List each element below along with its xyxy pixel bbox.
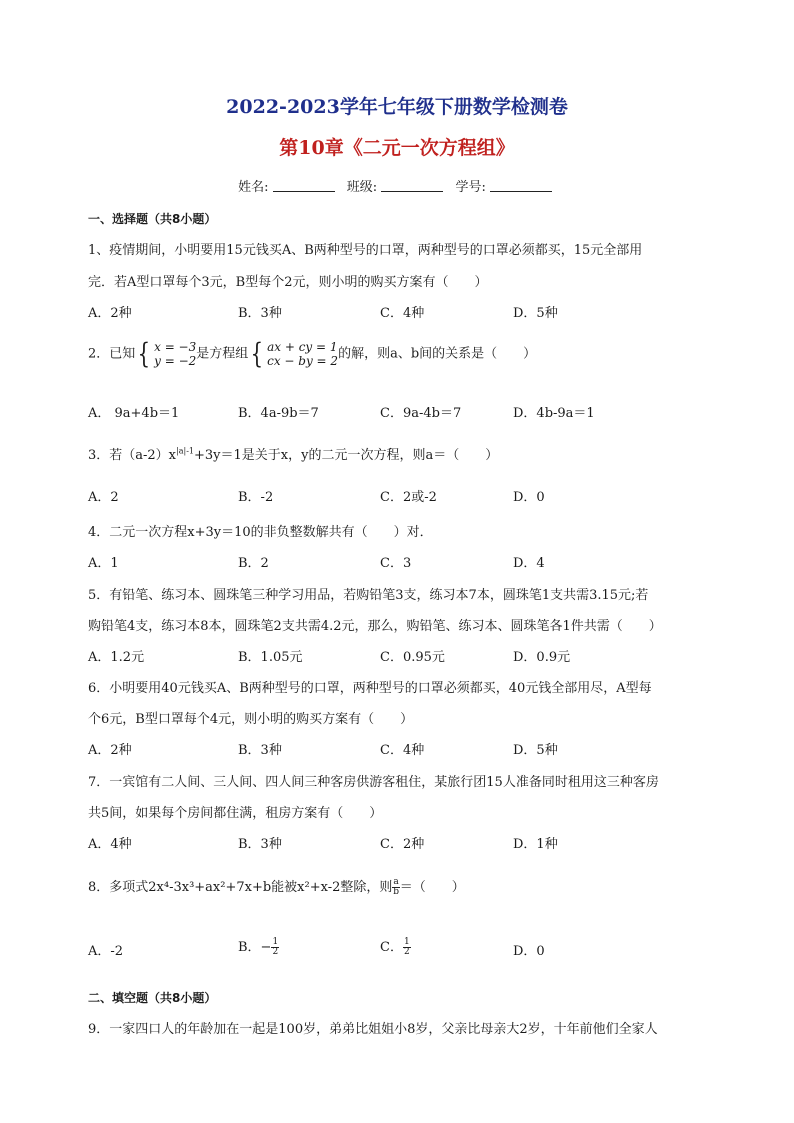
q8-option-b-prefix: B．−	[238, 940, 272, 955]
q8-option-d[interactable]: D．0	[513, 944, 545, 959]
q6-option-d[interactable]: D．5种	[513, 743, 558, 758]
q7-line2: 共5间，如果每个房间都住满，租房方案有（ ）	[88, 806, 383, 821]
q4-option-c[interactable]: C．3	[380, 556, 412, 571]
q1-option-c[interactable]: C．4种	[380, 306, 425, 321]
q2-prefix: 2．已知	[88, 346, 136, 362]
q8-frac-den: b	[393, 887, 399, 897]
q8-option-b[interactable]	[238, 936, 279, 957]
q2-option-d[interactable]: D．4b-9a＝1	[513, 406, 595, 421]
q7-option-b[interactable]: B．3种	[238, 837, 282, 852]
name-blank[interactable]	[273, 179, 335, 192]
q3-option-b[interactable]: B．-2	[238, 490, 274, 505]
q3-text-b: +3y＝1是关于x，y的二元一次方程，则a＝（ ）	[193, 448, 499, 463]
q8-option-c-fraction	[403, 938, 411, 957]
q6-option-b[interactable]: B．3种	[238, 743, 282, 758]
q2-system-row2: cx − by = 2	[267, 354, 339, 368]
student-info-row	[0, 176, 794, 195]
q8-line	[88, 876, 714, 897]
q6-option-a[interactable]: A．2种	[88, 743, 132, 758]
section-choice-title: 一、选择题（共8小题）	[88, 212, 217, 226]
q2-equation-system: { ax + cy = 1 cx − by = 2	[250, 337, 339, 370]
q4-option-b[interactable]: B．2	[238, 556, 269, 571]
q8-option-b-fraction	[271, 938, 279, 957]
q1-option-d[interactable]: D．5种	[513, 306, 558, 321]
q2-option-c[interactable]: C．9a-4b＝7	[380, 406, 462, 421]
q1-option-b[interactable]: B．3种	[238, 306, 282, 321]
q4-option-d[interactable]: D．4	[513, 556, 545, 571]
chapter-title: 第10章《二元一次方程组》	[279, 137, 515, 159]
q2-suffix: 的解，则a、b间的关系是（ ）	[338, 346, 537, 362]
q7-line1: 7．一宾馆有二人间、三人间、四人间三种客房供游客租住，某旅行团15人准备同时租用这三种客房	[88, 775, 659, 790]
q8-option-c-num: 1	[403, 937, 410, 947]
q8-frac-num: a	[393, 877, 399, 887]
q3-exponent: |a|-1	[176, 446, 194, 456]
exam-title: 2022-2023学年七年级下册数学检测卷	[226, 96, 568, 118]
q2-solution-row2: y = −2	[154, 354, 197, 368]
q9-line1: 9．一家四口人的年龄加在一起是100岁，弟弟比姐姐小8岁，父亲比母亲大2岁，十年前他们全家人	[88, 1022, 658, 1037]
section-fill-title: 二、填空题（共8小题）	[88, 991, 217, 1005]
name-label: 姓名:	[238, 180, 269, 195]
q8-text-b: ＝（ ）	[399, 880, 465, 895]
q5-option-c[interactable]: C．0.95元	[380, 650, 445, 665]
q3-text-a: 3．若（a-2）x	[88, 448, 177, 463]
q1-line2: 完．若A型口罩每个3元，B型每个2元，则小明的购买方案有（ ）	[88, 275, 488, 290]
q2-solution-system: { x = −3 y = −2	[137, 337, 197, 370]
q2-system-row1: ax + cy = 1	[267, 340, 338, 354]
q3-option-c[interactable]: C．2或-2	[380, 490, 437, 505]
q2-mid: 是方程组	[196, 346, 249, 362]
q3-option-d[interactable]: D．0	[513, 490, 545, 505]
q5-option-d[interactable]: D．0.9元	[513, 650, 571, 665]
q8-fraction	[392, 878, 399, 897]
q6-line2: 个6元，B型口罩每个4元，则小明的购买方案有（ ）	[88, 712, 414, 727]
q7-option-a[interactable]: A．4种	[88, 837, 132, 852]
q2-option-b[interactable]: B．4a-9b＝7	[238, 406, 319, 421]
q2-option-a[interactable]: A． 9a+4b＝1	[88, 406, 180, 421]
q6-option-c[interactable]: C．4种	[380, 743, 425, 758]
id-blank[interactable]	[490, 179, 552, 192]
q5-line2: 购铅笔4支，练习本8本，圆珠笔2支共需4.2元，那么，购铅笔、练习本、圆珠笔各1件共需（ ）	[88, 619, 662, 634]
q8-option-c-den: 2	[403, 947, 410, 957]
class-label: 班级:	[346, 180, 378, 195]
q8-option-b-num: 1	[272, 937, 279, 947]
id-label: 学号:	[455, 180, 486, 195]
q5-option-a[interactable]: A．1.2元	[88, 650, 145, 665]
q5-option-b[interactable]: B．1.05元	[238, 650, 303, 665]
q7-option-c[interactable]: C．2种	[380, 837, 425, 852]
q1-line1: 1、疫情期间，小明要用15元钱买A、B两种型号的口罩，两种型号的口罩必须都买，15元全部用	[88, 243, 643, 258]
q1-option-a[interactable]: A．2种	[88, 306, 132, 321]
q8-option-a[interactable]: A．-2	[88, 944, 124, 959]
q2-solution-row1: x = −3	[154, 340, 197, 354]
q7-option-d[interactable]: D．1种	[513, 837, 558, 852]
q8-option-c[interactable]	[380, 936, 411, 957]
class-blank[interactable]	[381, 179, 443, 192]
q5-line1: 5．有铅笔、练习本、圆珠笔三种学习用品，若购铅笔3支，练习本7本，圆珠笔1支共需3.15元;若	[88, 588, 649, 603]
q3-option-a[interactable]: A．2	[88, 490, 119, 505]
q4-line1: 4．二元一次方程x+3y＝10的非负整数解共有（ ）对．	[88, 525, 433, 540]
q6-line1: 6．小明要用40元钱买A、B两种型号的口罩，两种型号的口罩必须都买，40元钱全部用尽，A型每	[88, 681, 652, 696]
q8-text-a: 8．多项式2x⁴-3x³+ax²+7x+b能被x²+x-2整除，则	[88, 880, 393, 895]
q2-line	[88, 337, 714, 370]
q4-option-a[interactable]: A．1	[88, 556, 119, 571]
q8-option-b-den: 2	[272, 947, 279, 957]
q3-line	[88, 444, 714, 463]
q8-option-c-prefix: C．	[380, 940, 403, 955]
